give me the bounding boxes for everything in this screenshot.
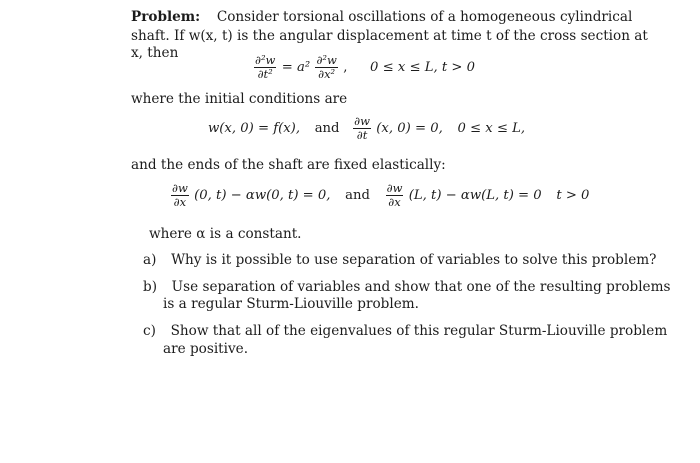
boundary-derivative-1 <box>171 182 189 209</box>
pde-equals-coefficient: = a² <box>281 60 311 75</box>
boundary-domain: t > 0 <box>556 188 590 203</box>
problem-label: Problem: <box>131 9 201 25</box>
question-a-text: Why is it possible to use separation of variables to solve this problem? <box>171 252 657 268</box>
initial-conditions <box>208 115 525 142</box>
question-a-label: a) <box>143 252 157 268</box>
question-c-text-1: Show that all of the eigenvalues of this regular Sturm-Liouville problem <box>170 323 668 339</box>
pde-rhs-numerator: ∂²w <box>316 53 337 67</box>
boundary-condition-2: (L, t) − αw(L, t) = 0 <box>408 188 542 203</box>
boundary-derivative-2-denominator: ∂x <box>388 195 401 209</box>
initial-and: and <box>314 121 340 136</box>
question-c-text-2: are positive. <box>163 341 249 357</box>
boundary-and: and <box>345 188 370 203</box>
pde-comma: , <box>343 60 348 75</box>
question-b-label: b) <box>143 279 158 295</box>
boundary-derivative-2-numerator: ∂w <box>386 181 403 195</box>
problem-intro-line-1 <box>131 8 632 26</box>
intro-text-3: x, then <box>131 45 179 61</box>
intro-text-2: shaft. If w(x, t) is the angular displacement at time t of the cross section at <box>131 28 648 44</box>
initial-condition-1: w(x, 0) = f(x), <box>208 121 301 136</box>
question-c-label: c) <box>143 323 156 339</box>
question-b <box>143 278 670 296</box>
question-a <box>143 251 656 269</box>
question-b-text-2: is a regular Sturm-Liouville problem. <box>163 296 419 312</box>
boundary-derivative-1-numerator: ∂w <box>172 181 188 195</box>
question-c <box>143 322 667 340</box>
wave-equation <box>253 54 475 81</box>
initial-domain: 0 ≤ x ≤ L, <box>457 121 526 136</box>
question-b-text-1: Use separation of variables and show that one of the resulting problems <box>171 279 671 295</box>
pde-rhs-denominator: ∂x² <box>318 67 336 81</box>
initial-derivative-numerator: ∂w <box>354 114 370 128</box>
initial-derivative-fraction <box>353 115 371 142</box>
boundary-derivative-1-denominator: ∂x <box>173 195 187 209</box>
initial-derivative-denominator: ∂t <box>356 128 368 142</box>
boundary-condition-1: (0, t) − αw(0, t) = 0, <box>194 188 331 203</box>
pde-lhs-denominator: ∂t² <box>257 67 273 81</box>
boundary-conditions <box>170 182 589 209</box>
boundary-derivative-2 <box>386 182 404 209</box>
pde-lhs-numerator: ∂²w <box>255 53 276 67</box>
initial-conditions-intro: where the initial conditions are <box>131 91 348 107</box>
pde-rhs-fraction <box>315 54 337 81</box>
alpha-note: where α is a constant. <box>149 226 302 242</box>
boundary-conditions-intro: and the ends of the shaft are fixed elastically: <box>131 157 446 173</box>
intro-text-1: Consider torsional oscillations of a homogeneous cylindrical <box>216 9 633 25</box>
pde-domain: 0 ≤ x ≤ L, t > 0 <box>370 60 476 75</box>
initial-condition-2: (x, 0) = 0, <box>376 121 443 136</box>
pde-lhs-fraction <box>254 54 276 81</box>
